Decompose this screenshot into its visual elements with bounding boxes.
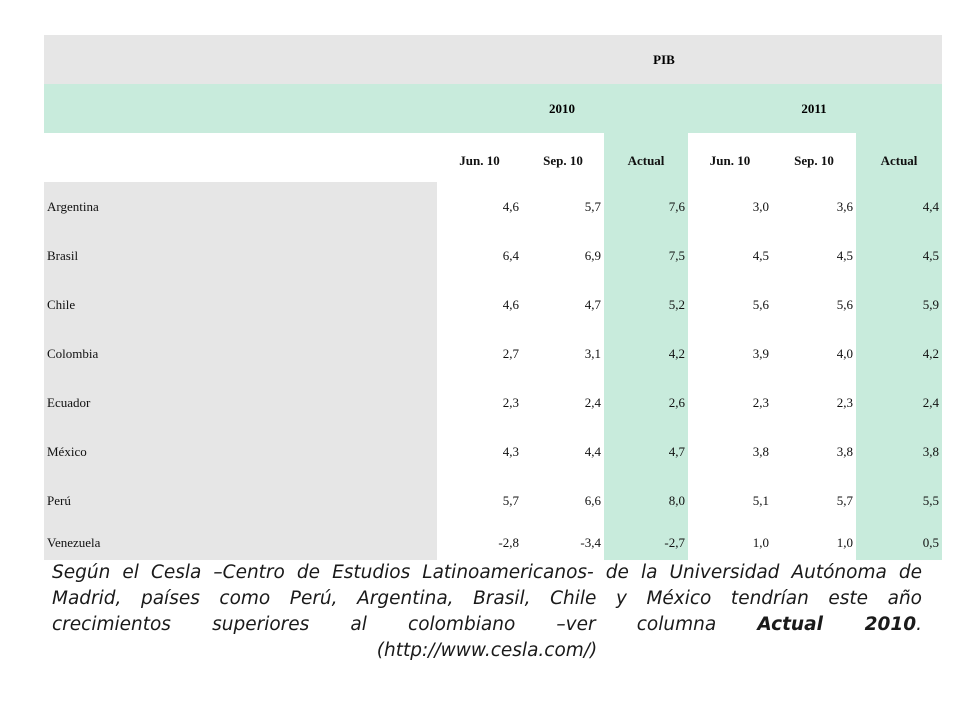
column-header: Jun. 10 bbox=[437, 133, 522, 182]
value-cell: 1,0 bbox=[688, 525, 772, 560]
caption-line-3-start: crecimientos superiores al colombiano –ver columna bbox=[52, 614, 717, 635]
value-cell: 5,6 bbox=[688, 280, 772, 329]
table-row bbox=[44, 427, 942, 476]
value-cell: 5,6 bbox=[772, 280, 856, 329]
country-cell: Colombia bbox=[44, 329, 437, 378]
value-cell: 5,2 bbox=[604, 280, 688, 329]
caption-line-1: Según el Cesla –Centro de Estudios Latinoamericanos- de la Universidad Autónoma de bbox=[52, 562, 922, 583]
table-row bbox=[44, 378, 942, 427]
value-cell: 5,7 bbox=[522, 182, 604, 231]
value-cell: -2,7 bbox=[604, 525, 688, 560]
value-cell: 4,2 bbox=[856, 329, 942, 378]
value-cell: 4,5 bbox=[688, 231, 772, 280]
year-2011-header: 2011 bbox=[801, 100, 827, 116]
value-cell: -3,4 bbox=[522, 525, 604, 560]
value-cell: 3,8 bbox=[856, 427, 942, 476]
value-cell: 2,6 bbox=[604, 378, 688, 427]
caption-line-2: Madrid, países como Perú, Argentina, Brasil, Chile y México tendrían este año bbox=[52, 588, 922, 609]
caption-source-url: (http://www.cesla.com/) bbox=[376, 640, 598, 661]
value-cell: 4,5 bbox=[856, 231, 942, 280]
value-cell: 3,1 bbox=[522, 329, 604, 378]
value-cell: 0,5 bbox=[856, 525, 942, 560]
column-header: Sep. 10 bbox=[772, 133, 856, 182]
value-cell: 5,1 bbox=[688, 476, 772, 525]
table-row bbox=[44, 329, 942, 378]
country-cell: Brasil bbox=[44, 231, 437, 280]
table-column-header-row bbox=[44, 133, 942, 182]
value-cell: 3,6 bbox=[772, 182, 856, 231]
header-empty-cell bbox=[44, 133, 437, 182]
value-cell: 3,0 bbox=[688, 182, 772, 231]
country-cell: México bbox=[44, 427, 437, 476]
column-header: Jun. 10 bbox=[688, 133, 772, 182]
value-cell: 4,2 bbox=[604, 329, 688, 378]
value-cell: 5,9 bbox=[856, 280, 942, 329]
value-cell: 4,3 bbox=[437, 427, 522, 476]
value-cell: 3,9 bbox=[688, 329, 772, 378]
value-cell: 4,5 bbox=[772, 231, 856, 280]
value-cell: 4,7 bbox=[522, 280, 604, 329]
value-cell: 4,6 bbox=[437, 182, 522, 231]
source-caption bbox=[52, 560, 922, 664]
value-cell: 4,6 bbox=[437, 280, 522, 329]
value-cell: 6,9 bbox=[522, 231, 604, 280]
value-cell: 4,7 bbox=[604, 427, 688, 476]
country-cell: Ecuador bbox=[44, 378, 437, 427]
value-cell: 7,5 bbox=[604, 231, 688, 280]
value-cell: 5,7 bbox=[772, 476, 856, 525]
value-cell: -2,8 bbox=[437, 525, 522, 560]
value-cell: 3,8 bbox=[688, 427, 772, 476]
value-cell: 7,6 bbox=[604, 182, 688, 231]
caption-line-3-end: . bbox=[916, 614, 922, 635]
country-cell: Argentina bbox=[44, 182, 437, 231]
column-header: Sep. 10 bbox=[522, 133, 604, 182]
country-cell: Chile bbox=[44, 280, 437, 329]
pib-table bbox=[44, 35, 942, 560]
country-cell: Perú bbox=[44, 476, 437, 525]
column-header: Actual bbox=[604, 133, 688, 182]
value-cell: 2,4 bbox=[522, 378, 604, 427]
value-cell: 5,7 bbox=[437, 476, 522, 525]
value-cell: 4,4 bbox=[522, 427, 604, 476]
value-cell: 8,0 bbox=[604, 476, 688, 525]
value-cell: 1,0 bbox=[772, 525, 856, 560]
value-cell: 4,0 bbox=[772, 329, 856, 378]
caption-emphasis: Actual 2010 bbox=[757, 614, 917, 635]
value-cell: 4,4 bbox=[856, 182, 942, 231]
value-cell: 3,8 bbox=[772, 427, 856, 476]
table-row bbox=[44, 182, 942, 231]
value-cell: 2,3 bbox=[688, 378, 772, 427]
value-cell: 6,6 bbox=[522, 476, 604, 525]
value-cell: 6,4 bbox=[437, 231, 522, 280]
table-row bbox=[44, 525, 942, 560]
column-header: Actual bbox=[856, 133, 942, 182]
value-cell: 5,5 bbox=[856, 476, 942, 525]
caption-line-3 bbox=[52, 612, 922, 638]
value-cell: 2,7 bbox=[437, 329, 522, 378]
table-title-row bbox=[44, 35, 942, 84]
value-cell: 2,3 bbox=[437, 378, 522, 427]
value-cell: 2,4 bbox=[856, 378, 942, 427]
country-cell: Venezuela bbox=[44, 525, 437, 560]
table-row bbox=[44, 476, 942, 525]
value-cell: 2,3 bbox=[772, 378, 856, 427]
table-title: PIB bbox=[653, 51, 675, 67]
year-2010-header: 2010 bbox=[549, 100, 575, 116]
table-row bbox=[44, 280, 942, 329]
table-year-row bbox=[44, 84, 942, 133]
table-row bbox=[44, 231, 942, 280]
